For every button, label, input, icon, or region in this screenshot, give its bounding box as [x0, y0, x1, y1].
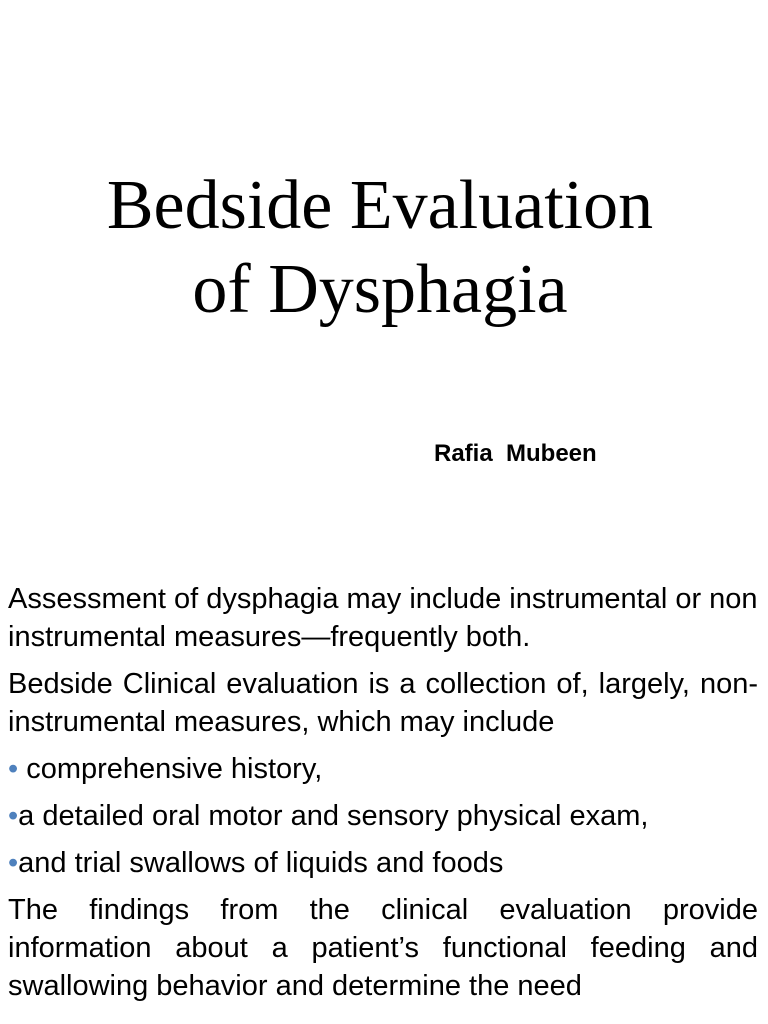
- bullet-item-history: [8, 750, 758, 788]
- bullet-icon: •: [8, 800, 19, 832]
- bullet-icon: •: [8, 847, 19, 879]
- slide-title: [0, 164, 760, 332]
- paragraph-findings: The findings from the clinical evaluation provide information about a patient’s functional feeding and swallowing behavior and determine the need: [8, 894, 758, 1002]
- bullet-item-oral-motor-exam: [8, 797, 758, 835]
- bullet-icon: •: [8, 753, 19, 785]
- bullet-text: a detailed oral motor and sensory physical exam,: [18, 800, 649, 832]
- bullet-item-trial-swallows: [8, 844, 758, 882]
- title-line-2: of Dysphagia: [192, 251, 568, 328]
- paragraph-bedside-clinical: Bedside Clinical evaluation is a collection of, largely, non-instrumental measures, which may include: [8, 668, 758, 738]
- author-name: Rafia Mubeen: [434, 440, 597, 467]
- paragraph-assessment: Assessment of dysphagia may include instrumental or non instrumental measures—frequently both.: [8, 583, 758, 653]
- slide-body: [8, 580, 758, 1014]
- bullet-text: comprehensive history,: [18, 753, 323, 785]
- bullet-text: and trial swallows of liquids and foods: [18, 847, 504, 879]
- title-line-1: Bedside Evaluation: [106, 167, 654, 244]
